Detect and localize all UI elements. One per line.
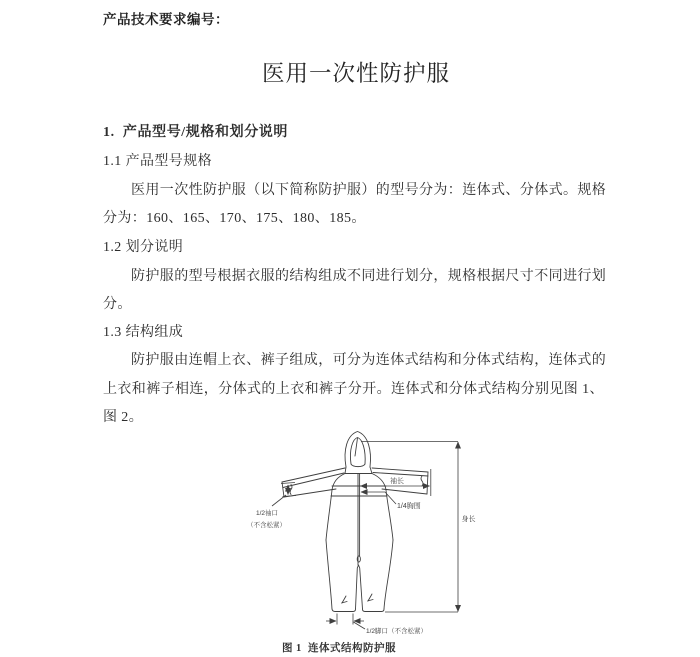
paragraph-line: 分为：160、165、170、175、180、185。 bbox=[103, 211, 366, 226]
label-cuff-note: （不含松紧） bbox=[247, 522, 286, 529]
label-cuff: 1/2袖口 bbox=[256, 510, 279, 517]
coverall-outline bbox=[282, 432, 428, 612]
paragraph-line: 分。 bbox=[103, 297, 132, 312]
right-cuff-edge bbox=[427, 472, 428, 494]
right-arm-bottom bbox=[382, 489, 427, 494]
subsection-1-3: 1.3 结构组成 bbox=[103, 325, 184, 340]
right-arm-top bbox=[372, 468, 428, 472]
paragraph-line: 医用一次性防护服（以下简称防护服）的型号分为：连体式、分体式。规格 bbox=[131, 183, 607, 198]
wrinkle-mark bbox=[342, 596, 348, 603]
torso-left-edge bbox=[326, 474, 345, 541]
inner-leg-seams bbox=[356, 565, 363, 609]
label-chest: 1/4胸围 bbox=[397, 503, 421, 510]
label-body-length: 身长 bbox=[461, 516, 476, 523]
paragraph-line: 图 2。 bbox=[103, 410, 144, 425]
label-sleeve-length: 袖长 bbox=[390, 478, 404, 485]
dimension-labels bbox=[247, 476, 476, 635]
document-title: 医用一次性防护服 bbox=[261, 61, 450, 86]
dimension-lines bbox=[272, 442, 458, 630]
paragraph-line: 防护服的型号根据衣服的结构组成不同进行划分，规格根据尺寸不同进行划 bbox=[131, 269, 607, 284]
wrinkle-mark bbox=[368, 594, 374, 601]
paragraph-line: 防护服由连帽上衣、裤子组成，可分为连体式结构和分体式结构，连体式的 bbox=[131, 353, 607, 368]
hood-outline bbox=[345, 432, 370, 468]
paragraph-line: 上衣和裤子相连，分体式的上衣和裤子分开。连体式和分体式结构分别见图 1、 bbox=[103, 382, 604, 397]
figure-caption: 图 1 连体式结构防护服 bbox=[281, 643, 397, 654]
header-label: 产品技术要求编号： bbox=[103, 12, 229, 27]
collar bbox=[345, 467, 372, 474]
coverall-diagram-svg bbox=[245, 426, 483, 641]
subsection-1-1: 1.1 产品型号规格 bbox=[103, 154, 212, 169]
subsection-1-2: 1.2 划分说明 bbox=[103, 240, 184, 255]
label-leg-opening: 1/2脚口（不含松紧） bbox=[366, 628, 428, 635]
section-heading-1: 1. 产品型号/规格和划分说明 bbox=[103, 125, 288, 140]
left-cuff-edge bbox=[282, 482, 284, 497]
figure-coverall-diagram bbox=[245, 426, 483, 641]
